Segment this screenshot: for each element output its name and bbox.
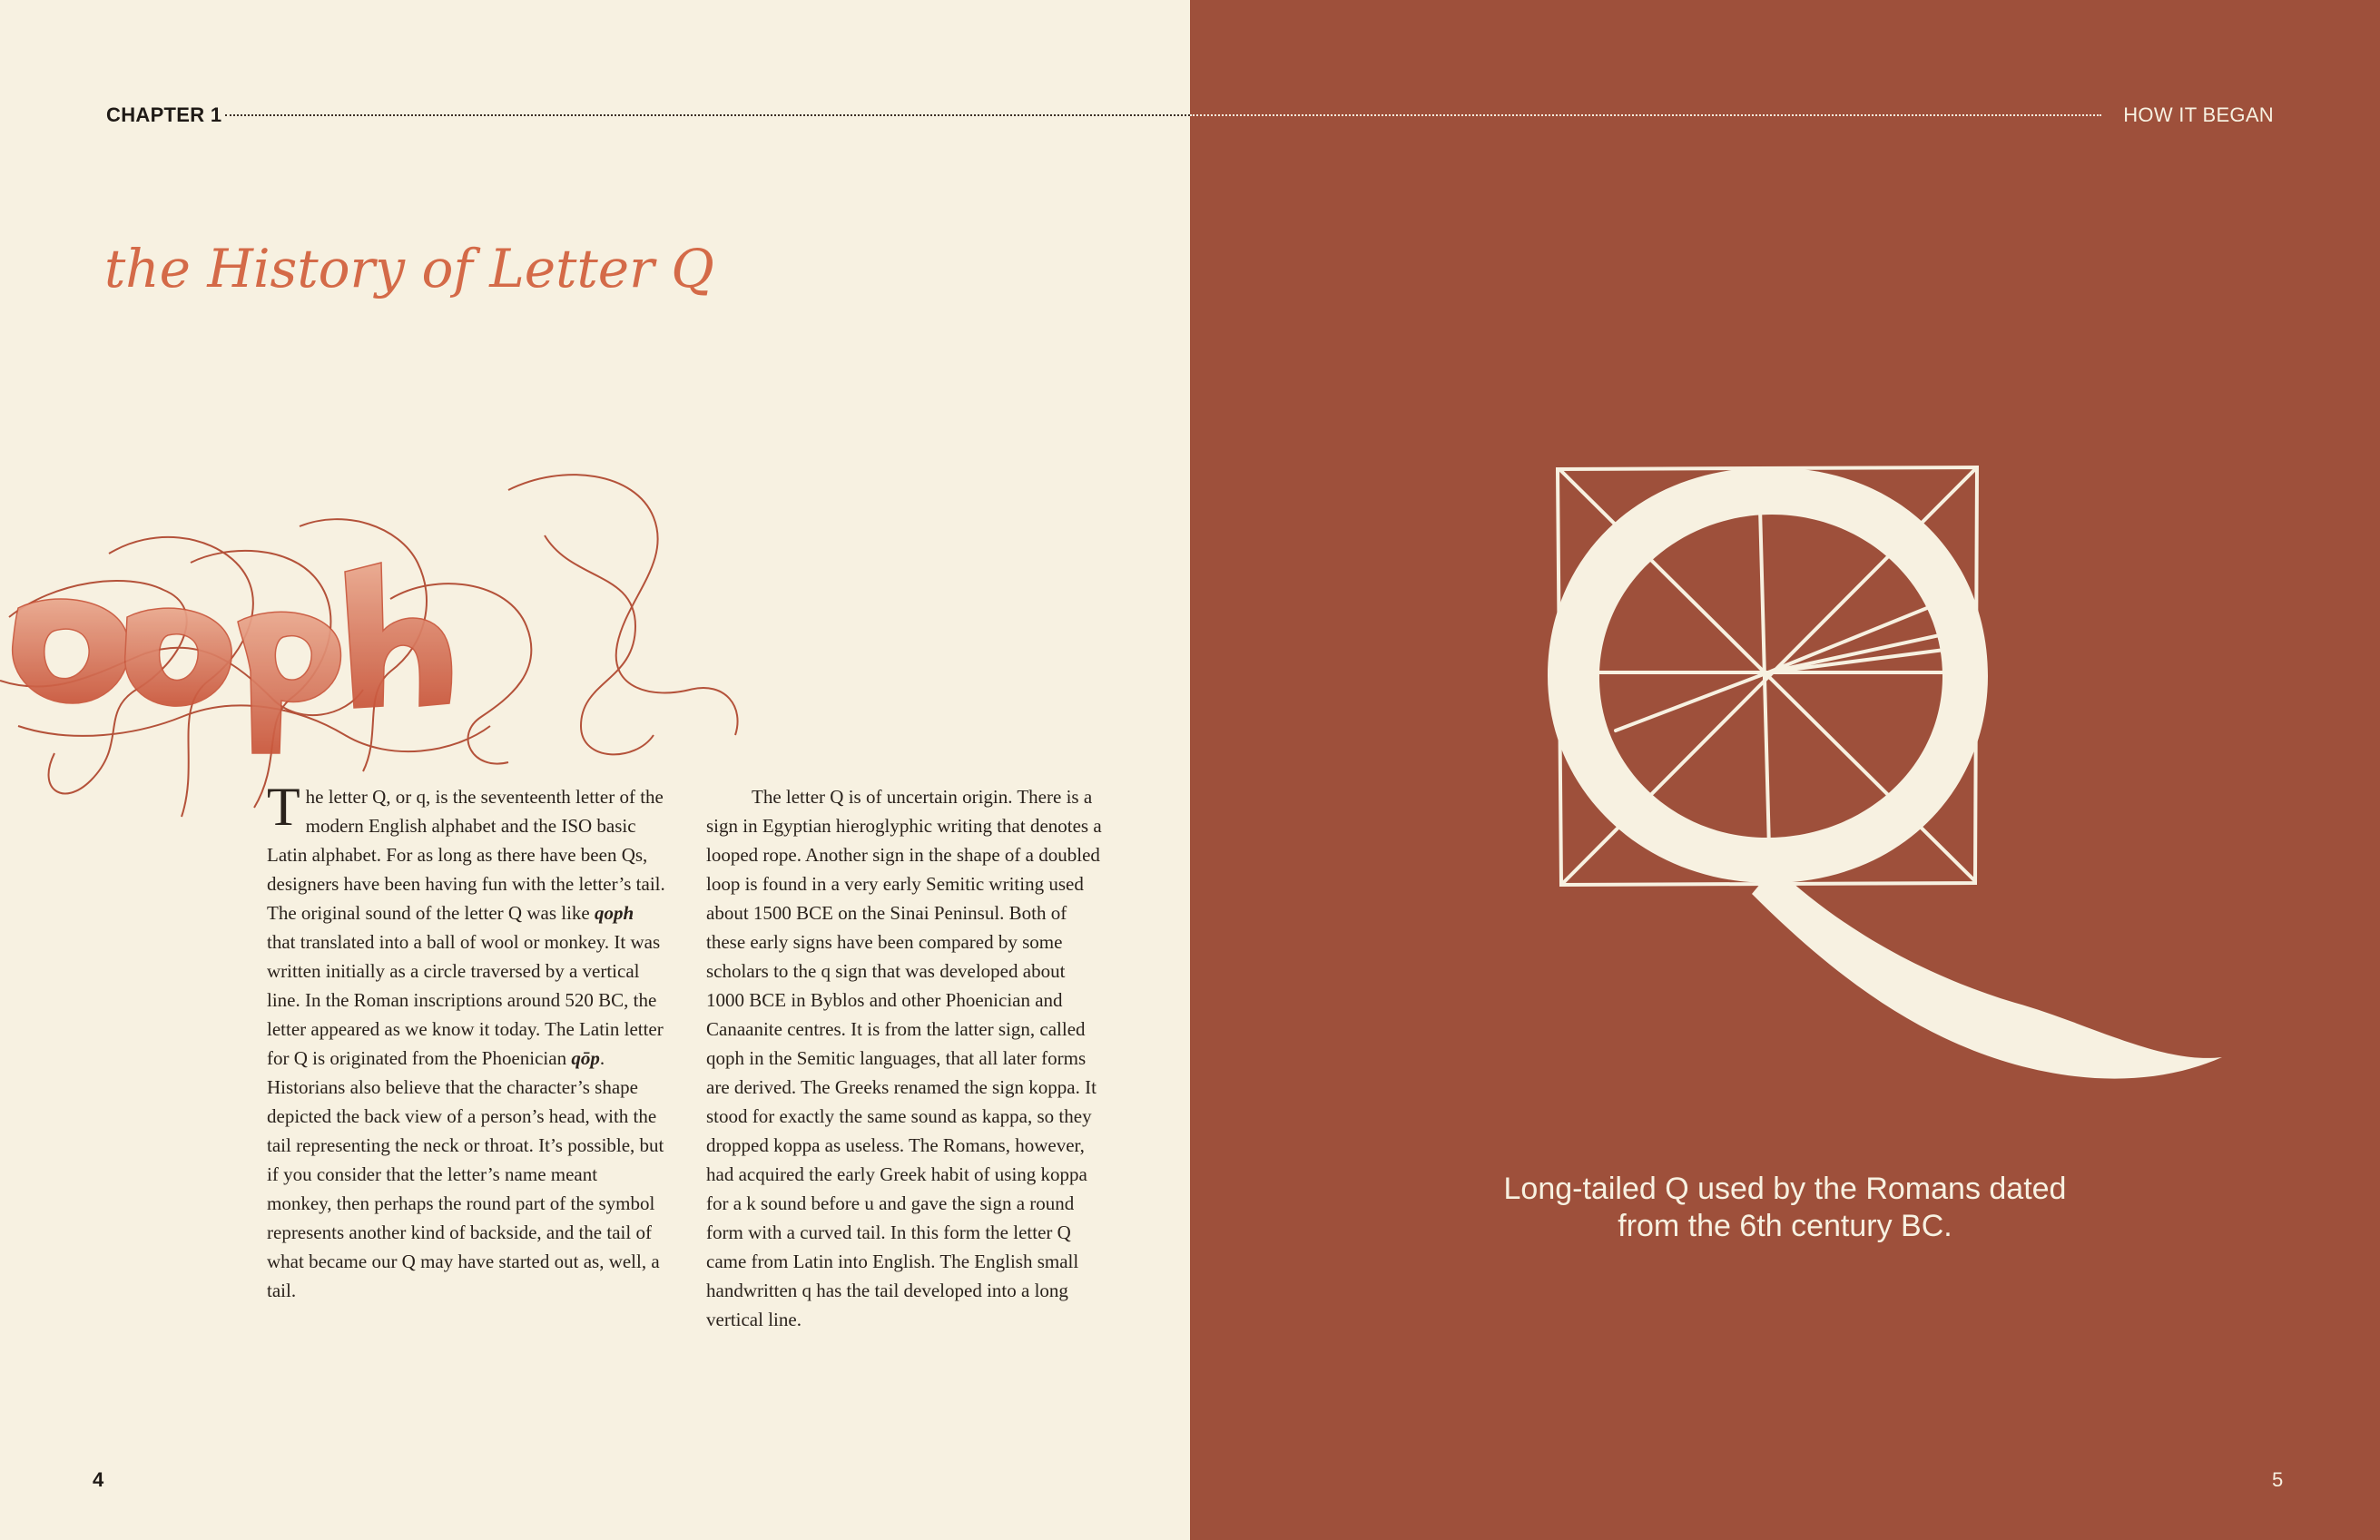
drop-cap: T bbox=[267, 777, 300, 837]
body-paragraph-left bbox=[267, 777, 666, 1305]
page-title: the History of Letter Q bbox=[104, 238, 714, 299]
section-label: HOW IT BEGAN bbox=[2123, 103, 2274, 126]
header-dotted-rule-right bbox=[1190, 114, 2101, 116]
caption-line-2: from the 6th century BC. bbox=[1618, 1209, 1952, 1243]
body-column-right bbox=[706, 782, 1106, 1334]
illustration-caption bbox=[1281, 1171, 2289, 1245]
chapter-label: CHAPTER 1 bbox=[106, 103, 222, 126]
body-paragraph-right: The letter Q is of uncertain origin. There is a sign in Egyptian hieroglyphic writing that denotes a looped rope. Another sign in the shape of a doubled loop is found in a very early Semitic writing used about 1500 BCE on the Sinai Peninsul. Both of these early signs have been compared by some scholars to the q sign that was developed about 1000 BCE in Byblos and other Phoenician and Canaanite centres. It is from the latter sign, called qoph in the Semitic languages, that all later forms are derived. The Greeks renamed the sign koppa. It stood for exactly the same sound as kappa, so they dropped koppa as useless. The Romans, however, had acquired the early Greek habit of using koppa for a k sound before u and gave the sign a round form with a curved tail. In this form the letter Q came from Latin into English. The English small handwritten q has the tail developed into a long vertical line. bbox=[706, 786, 1102, 1330]
emphasis-qoph: qoph bbox=[595, 902, 634, 924]
roman-q-illustration bbox=[1543, 458, 2233, 1094]
caption-line-1: Long-tailed Q used by the Romans dated bbox=[1503, 1172, 2067, 1206]
page-number-left: 4 bbox=[93, 1468, 104, 1491]
body-column-left bbox=[267, 777, 666, 1305]
body-text-end: . Historians also believe that the character’s shape depicted the back view of a person’s head, with the tail representing the neck or throat. It’s possible, but if you consider that the letter’s name meant monkey, then perhaps the round part of the symbol represents another kind of backside, and the tail of what became our Q may have started out as, well, a tail. bbox=[267, 1047, 664, 1301]
emphasis-qop: qōp bbox=[571, 1047, 600, 1069]
body-text-mid: that translated into a ball of wool or monkey. It was written initially as a circle traversed by a vertical line. In the Roman inscriptions around 520 BC, the letter appeared as we know it today. The Latin letter for Q is originated from the Phoenician bbox=[267, 931, 664, 1069]
body-text-intro: he letter Q, or q, is the seventeenth letter of the modern English alphabet and the ISO basic Latin alphabet. For as long as there have been Qs, designers have been having fun with the letter’s tail. The original sound of the letter Q was like bbox=[267, 786, 665, 924]
header-dotted-rule-left bbox=[225, 114, 1190, 116]
page-number-right: 5 bbox=[2272, 1468, 2284, 1491]
